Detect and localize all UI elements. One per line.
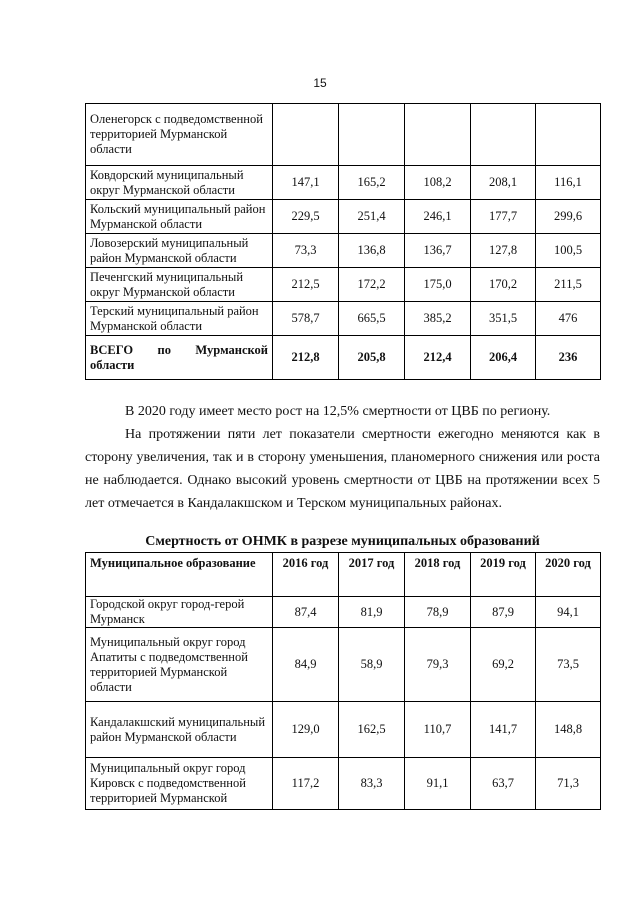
table-row [86,166,601,200]
value-cell: 165,2 [339,166,405,200]
value-cell: 73,3 [273,234,339,268]
total-label-line2: области [90,357,135,372]
total-value: 212,8 [273,336,339,380]
municipality-name: Кандалакшский муниципальный район Мурманской области [86,702,273,758]
page-number: 15 [313,76,327,90]
value-cell: 127,8 [471,234,536,268]
column-header-year: 2019 год [471,553,536,597]
value-cell: 251,4 [339,200,405,234]
value-cell: 141,7 [471,702,536,758]
value-cell: 58,9 [339,628,405,702]
value-cell: 110,7 [405,702,471,758]
value-cell: 299,6 [536,200,601,234]
total-value: 212,4 [405,336,471,380]
value-cell: 162,5 [339,702,405,758]
value-cell: 170,2 [471,268,536,302]
total-label-line1: ВСЕГО по Мурманской [90,342,268,357]
value-cell: 148,8 [536,702,601,758]
value-cell: 136,8 [339,234,405,268]
total-value: 205,8 [339,336,405,380]
value-cell: 211,5 [536,268,601,302]
value-cell: 476 [536,302,601,336]
total-value: 236 [536,336,601,380]
column-header-year: 2020 год [536,553,601,597]
table-row [86,302,601,336]
total-value: 206,4 [471,336,536,380]
value-cell: 91,1 [405,758,471,810]
value-cell: 136,7 [405,234,471,268]
municipality-name: Печенгский муниципальный округ Мурманской области [86,268,273,302]
value-cell: 208,1 [471,166,536,200]
table-row [86,597,601,628]
value-cell: 78,9 [405,597,471,628]
table-header-row [86,553,601,597]
table-row [86,104,601,166]
value-cell: 83,3 [339,758,405,810]
value-cell: 79,3 [405,628,471,702]
paragraph-dynamics: На протяжении пяти лет показатели смертности ежегодно меняются как в сторону увеличения, так и в сторону уменьшения, планомерного снижения или роста не наблюдается. Однако высокий уровень смертности от ЦВБ на протяжении всех 5 лет отмечается в Кандалакшском и Терском муниципальных районах. [85,427,600,511]
table-row [86,702,601,758]
value-cell: 175,0 [405,268,471,302]
value-cell: 108,2 [405,166,471,200]
value-cell [273,104,339,166]
value-cell: 63,7 [471,758,536,810]
value-cell: 385,2 [405,302,471,336]
total-row [86,336,601,380]
table-row [86,268,601,302]
municipality-name: Оленегорск с подведомственной территорией Мурманской области [86,104,273,166]
value-cell: 87,4 [273,597,339,628]
municipality-name: Ковдорский муниципальный округ Мурманской области [86,166,273,200]
municipality-name: Муниципальный округ город Апатиты с подведомственной территорией Мурманской области [86,628,273,702]
table-caption: Смертность от ОНМК в разрезе муниципальных образований [145,534,540,549]
value-cell: 665,5 [339,302,405,336]
column-header-municipality: Муниципальное образование [86,553,273,597]
column-header-year: 2016 год [273,553,339,597]
value-cell: 100,5 [536,234,601,268]
value-cell [405,104,471,166]
value-cell: 117,2 [273,758,339,810]
value-cell: 87,9 [471,597,536,628]
value-cell: 147,1 [273,166,339,200]
municipality-name: Терский муниципальный район Мурманской области [86,302,273,336]
mortality-cvd-table-continued [85,103,601,380]
value-cell: 71,3 [536,758,601,810]
municipality-name: Муниципальный округ город Кировск с подведомственной территорией Мурманской [86,758,273,810]
table-row [86,200,601,234]
value-cell: 351,5 [471,302,536,336]
value-cell: 229,5 [273,200,339,234]
paragraph-growth: В 2020 году имеет место рост на 12,5% смертности от ЦВБ по региону. [125,404,551,419]
value-cell: 84,9 [273,628,339,702]
value-cell: 129,0 [273,702,339,758]
municipality-name: Городской округ город-герой Мурманск [86,597,273,628]
value-cell: 116,1 [536,166,601,200]
table-row [86,628,601,702]
value-cell: 73,5 [536,628,601,702]
value-cell [339,104,405,166]
value-cell: 94,1 [536,597,601,628]
column-header-year: 2017 год [339,553,405,597]
value-cell: 172,2 [339,268,405,302]
value-cell: 578,7 [273,302,339,336]
value-cell: 246,1 [405,200,471,234]
value-cell: 69,2 [471,628,536,702]
mortality-stroke-table [85,552,601,810]
value-cell: 81,9 [339,597,405,628]
table-row [86,234,601,268]
value-cell [471,104,536,166]
municipality-name: Кольский муниципальный район Мурманской области [86,200,273,234]
value-cell: 177,7 [471,200,536,234]
municipality-name: Ловозерский муниципальный район Мурманской области [86,234,273,268]
table-row [86,758,601,810]
total-label [86,336,273,380]
value-cell [536,104,601,166]
value-cell: 212,5 [273,268,339,302]
column-header-year: 2018 год [405,553,471,597]
